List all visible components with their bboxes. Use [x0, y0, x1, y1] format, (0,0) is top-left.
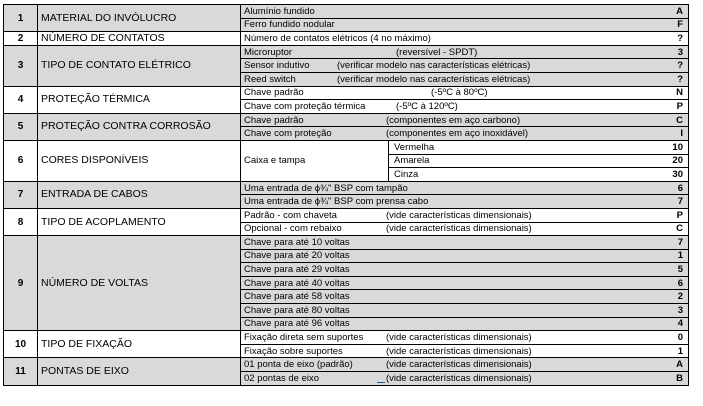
option-label: Uma entrada de ϕ¾" BSP com tampão [244, 182, 408, 194]
option-label: Fixação sobre suportes [244, 345, 343, 357]
option-code: N [676, 87, 683, 99]
option-cell [241, 236, 689, 250]
option-note: (componentes em aço inoxidável) [386, 128, 529, 140]
option-cell [241, 72, 689, 86]
section-title: NÚMERO DE VOLTAS [38, 236, 241, 331]
option-code: 3 [677, 304, 683, 316]
option-cell [241, 317, 689, 331]
option-code: B [676, 372, 683, 384]
option-cell [241, 276, 689, 290]
color-label: Amarela [394, 155, 430, 167]
option-cell [241, 372, 689, 386]
option-label: Fixação direta sem suportes [244, 332, 364, 344]
option-code: 1 [677, 250, 683, 262]
option-cell [241, 208, 689, 222]
option-label: Chave padrão [244, 87, 304, 99]
section-title: TIPO DE ACOPLAMENTO [38, 208, 241, 235]
option-label: Chave com proteção [244, 128, 332, 140]
option-note: (verificar modelo nas características elétricas) [337, 60, 531, 72]
option-code: 7 [677, 196, 683, 208]
table-row [4, 5, 689, 19]
option-note: (vide características dimensionais) [386, 345, 532, 357]
section-number: 9 [4, 236, 38, 331]
option-cell [241, 249, 689, 263]
option-label: Reed switch [244, 73, 296, 85]
option-code: P [676, 209, 683, 221]
option-label: Sensor indutivo [244, 60, 310, 72]
section-number: 1 [4, 5, 38, 32]
edit-mark-icon [377, 382, 385, 383]
option-code: ? [677, 60, 683, 72]
section-number: 5 [4, 113, 38, 140]
option-note: (vide características dimensionais) [386, 372, 532, 384]
section-number: 7 [4, 181, 38, 208]
option-code: I [680, 128, 683, 140]
option-cell [241, 344, 689, 358]
option-label: Microruptor [244, 46, 293, 58]
table-row [4, 358, 689, 372]
table-row [4, 140, 689, 154]
option-code: P [676, 100, 683, 112]
option-cell [241, 59, 689, 73]
color-option-main: Caixa e tampa [241, 140, 389, 181]
option-code: 6 [677, 277, 683, 289]
option-label: Chave para até 10 voltas [244, 236, 350, 248]
option-label: Uma entrada de ϕ¾" BSP com prensa cabo [244, 196, 429, 208]
option-cell [241, 100, 689, 114]
option-label: Chave para até 80 voltas [244, 304, 350, 316]
option-cell [241, 304, 689, 318]
option-cell [241, 358, 689, 372]
table-row [4, 236, 689, 250]
color-option [389, 168, 689, 182]
option-label: Alumínio fundido [244, 5, 315, 17]
option-note: (vide características dimensionais) [386, 209, 532, 221]
option-label: Chave padrão [244, 114, 304, 126]
option-code: ? [677, 32, 683, 44]
option-code: A [676, 5, 683, 17]
section-number: 3 [4, 45, 38, 86]
option-cell [241, 113, 689, 127]
option-label: Chave para até 96 voltas [244, 318, 350, 330]
section-number: 8 [4, 208, 38, 235]
section-number: 10 [4, 331, 38, 358]
section-title: CORES DISPONÍVEIS [38, 140, 241, 181]
section-title: PROTEÇÃO CONTRA CORROSÃO [38, 113, 241, 140]
section-number: 6 [4, 140, 38, 181]
option-cell [241, 5, 689, 19]
option-label: Chave para até 20 voltas [244, 250, 350, 262]
table-row [4, 113, 689, 127]
option-cell [241, 18, 689, 32]
option-cell [241, 127, 689, 141]
option-note: (reversível - SPDT) [396, 46, 478, 58]
table-row [4, 208, 689, 222]
section-number: 2 [4, 32, 38, 46]
option-cell [241, 222, 689, 236]
option-label: Número de contatos elétricos (4 no máximo) [244, 32, 431, 44]
section-title: ENTRADA DE CABOS [38, 181, 241, 208]
section-title: MATERIAL DO INVÓLUCRO [38, 5, 241, 32]
option-code: 5 [677, 264, 683, 276]
option-code: 4 [677, 318, 683, 330]
option-label: Chave para até 29 voltas [244, 264, 350, 276]
color-option [389, 140, 689, 154]
table-row [4, 86, 689, 100]
option-note: (-5ºC à 80ºC) [431, 87, 488, 99]
option-cell [241, 263, 689, 277]
option-code: 30 [672, 168, 683, 180]
section-title: NÚMERO DE CONTATOS [38, 32, 241, 46]
option-note: (vide características dimensionais) [386, 359, 532, 371]
option-note: (componentes em aço carbono) [386, 114, 521, 126]
option-code: 6 [677, 182, 683, 194]
section-title: TIPO DE FIXAÇÃO [38, 331, 241, 358]
color-label: Cinza [394, 168, 419, 180]
option-label: Ferro fundido nodular [244, 19, 335, 31]
specification-table [3, 4, 689, 386]
option-cell [241, 45, 689, 59]
table-row [4, 331, 689, 345]
section-title: PROTEÇÃO TÉRMICA [38, 86, 241, 113]
option-code: C [676, 114, 683, 126]
option-note: (-5ºC à 120ºC) [396, 100, 458, 112]
option-cell [241, 195, 689, 209]
section-title: PONTAS DE EIXO [38, 358, 241, 385]
option-note: (vide características dimensionais) [386, 223, 532, 235]
option-cell [241, 331, 689, 345]
table-row [4, 45, 689, 59]
option-cell [241, 181, 689, 195]
option-code: F [677, 19, 683, 31]
option-code: 3 [677, 46, 683, 58]
option-code: C [676, 223, 683, 235]
option-code: 10 [672, 141, 683, 153]
option-note: (verificar modelo nas características elétricas) [337, 73, 531, 85]
section-number: 11 [4, 358, 38, 385]
option-label: 01 ponta de eixo (padrão) [244, 359, 353, 371]
option-cell [241, 86, 689, 100]
option-label: Chave com proteção térmica [244, 100, 366, 112]
option-label: Padrão - com chaveta [244, 209, 337, 221]
option-code: 1 [677, 345, 683, 357]
option-cell [241, 32, 689, 46]
table-row [4, 181, 689, 195]
section-number: 4 [4, 86, 38, 113]
option-label: Chave para até 58 voltas [244, 291, 350, 303]
option-label: Chave para até 40 voltas [244, 277, 350, 289]
option-label: Opcional - com rebaixo [244, 223, 342, 235]
option-code: 20 [672, 155, 683, 167]
option-label: 02 pontas de eixo [244, 372, 320, 384]
color-label: Vermelha [394, 141, 435, 153]
option-code: 7 [677, 236, 683, 248]
color-option [389, 154, 689, 168]
option-cell [241, 290, 689, 304]
table-row [4, 32, 689, 46]
option-code: 0 [677, 332, 683, 344]
option-note: (vide características dimensionais) [386, 332, 532, 344]
section-title: TIPO DE CONTATO ELÉTRICO [38, 45, 241, 86]
option-code: 2 [677, 291, 683, 303]
option-code: ? [677, 73, 683, 85]
option-code: A [676, 359, 683, 371]
